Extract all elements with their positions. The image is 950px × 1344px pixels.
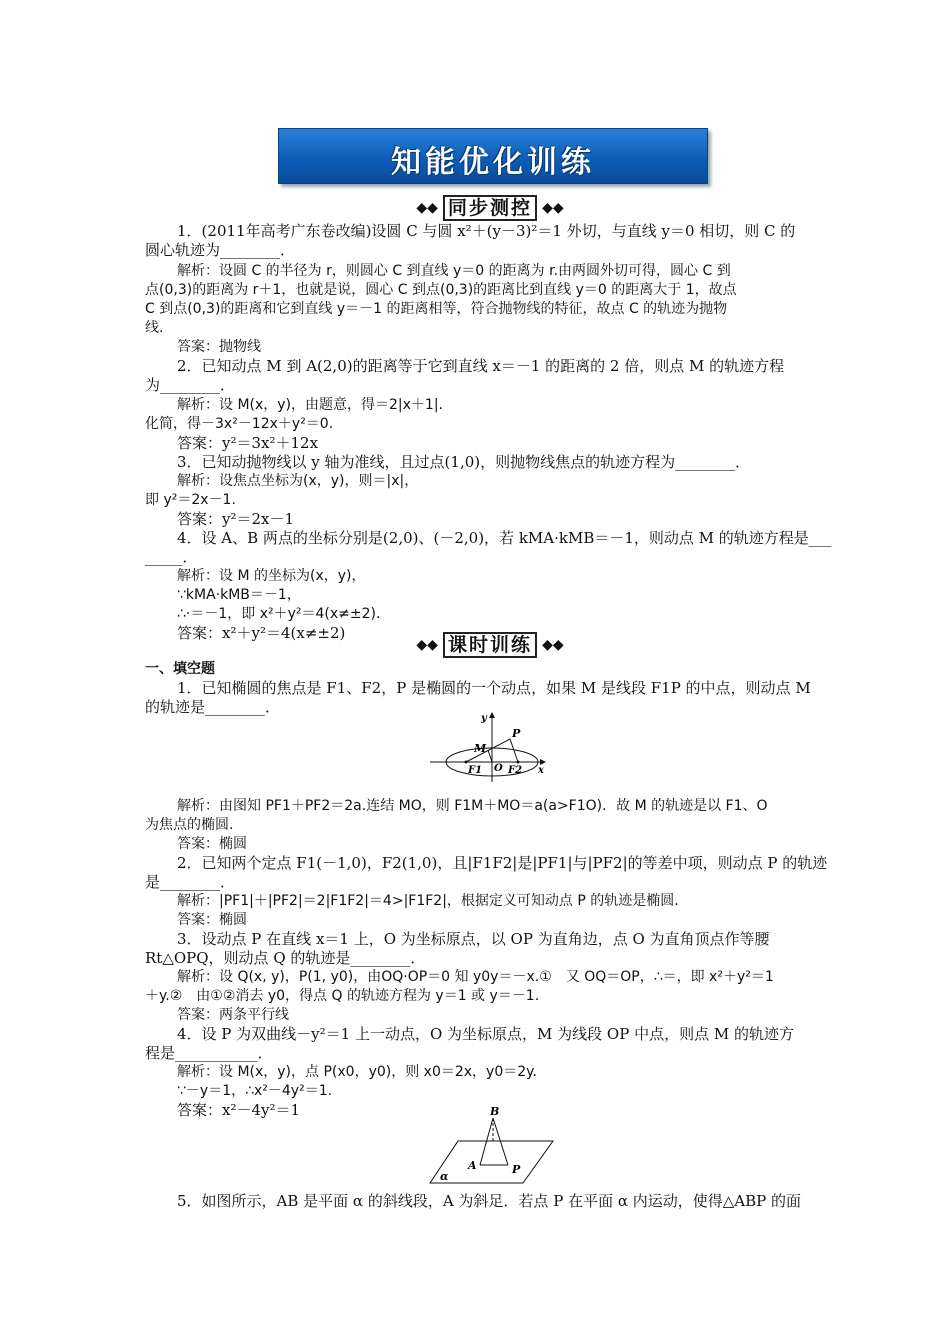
answer-line: 答案：y²＝3x²＋12x <box>177 434 319 452</box>
ellipse-figure <box>430 710 555 782</box>
page-banner <box>278 128 708 184</box>
label-y: y <box>481 713 487 724</box>
text-line: ∵kMA·kMB＝－1， <box>177 587 301 603</box>
diamond-icon: ◆◆ <box>542 200 564 216</box>
text-line: 程是___________． <box>145 1044 273 1062</box>
text-line: 的轨迹是________． <box>145 698 281 716</box>
text-line: 化简，得－3x²－12x＋y²＝0. <box>145 416 334 432</box>
text-line: C 到点(0,3)的距离和它到直线 y＝－1 的距离相等，符合抛物线的特征，故点 C 的轨迹为抛物 <box>145 301 728 317</box>
text-line: 解析：设圆 C 的半径为 r，则圆心 C 到直线 y＝0 的距离为 r.由两圆外切可得，圆心 C 到 <box>177 263 731 279</box>
text-line: Rt△OPQ，则动点 Q 的轨迹是________． <box>145 949 426 967</box>
label-p: P <box>512 1163 521 1176</box>
answer-line: 答案：x²－4y²＝1 <box>177 1101 301 1119</box>
text-line: 2．已知两个定点 F1(－1,0)，F2(1,0)，且|F1F2|是|PF1|与|PF2|的等差中项，则动点 P 的轨迹 <box>177 854 828 872</box>
section-title: 同步测控 <box>443 195 537 221</box>
label-m: M <box>474 742 487 755</box>
text-line: 点(0,3)的距离为 r＋1，也就是说，圆心 C 到点(0,3)的距离比到直线 y＝0 的距离大于 1，故点 <box>145 282 737 298</box>
banner-title: 知能优化训练 <box>391 145 595 180</box>
text-line: 为焦点的椭圆. <box>145 817 234 833</box>
answer-line: 答案：x²＋y²＝4(x≠±2) <box>177 624 346 642</box>
text-line: 解析：|PF1|＋|PF2|＝2|F1F2|＝4>|F1F2|，根据定义可知动点 P 的轨迹是椭圆. <box>177 893 679 909</box>
label-b: B <box>490 1105 500 1118</box>
diamond-icon: ◆◆ <box>542 637 564 653</box>
text-line: 解析：设焦点坐标为(x，y)，则＝|x|， <box>177 473 419 489</box>
label-f1: F1 <box>468 765 483 776</box>
point-f1 <box>465 761 468 764</box>
plane-figure <box>428 1103 568 1188</box>
text-line: 圆心轨迹为________． <box>145 241 296 259</box>
segment-mo <box>488 750 492 762</box>
text-line: 线. <box>145 320 164 336</box>
text-line: 3．已知动抛物线以 y 轴为准线，且过点(1,0)，则抛物线焦点的轨迹方程为________． <box>177 453 751 471</box>
text-line: ∴·＝－1，即 x²＋y²＝4(x≠±2). <box>177 606 381 622</box>
text-line: _____． <box>145 548 198 566</box>
text-line: 解析：由图知 PF1＋PF2＝2a.连结 MO，则 F1M＋MO＝a(a>F1O)．故 M 的轨迹是以 F1、O <box>177 798 768 814</box>
text-line: 2．已知动点 M 到 A(2,0)的距离等于它到直线 x＝－1 的距离的 2 倍，则点 M 的轨迹方程 <box>177 357 785 375</box>
text-line: 解析：设 M(x，y)，由题意，得＝2|x＋1|. <box>177 397 444 413</box>
diamond-icon: ◆◆ <box>416 637 438 653</box>
point-f2 <box>517 761 520 764</box>
answer-line: 答案：椭圆 <box>177 912 247 928</box>
text-line: 即 y²＝2x－1. <box>145 492 236 508</box>
text-line: 1．已知椭圆的焦点是 F1、F2，P 是椭圆的一个动点，如果 M 是线段 F1P 的中点，则动点 M <box>177 679 811 697</box>
section-title: 课时训练 <box>443 632 537 658</box>
answer-line: 答案：抛物线 <box>177 339 261 355</box>
text-line: 是________． <box>145 873 236 891</box>
text-line: 4．设 P 为双曲线－y²＝1 上一动点，O 为坐标原点，M 为线段 OP 中点，则点 M 的轨迹方 <box>177 1025 794 1043</box>
text-line: 解析：设 Q(x, y)，P(1, y0)，由OQ·OP＝0 知 y0y＝－x.① 又 OQ＝OP，∴＝，即 x²＋y²＝1 <box>177 969 774 985</box>
label-alpha: α <box>440 1170 449 1183</box>
label-x: x <box>538 765 544 776</box>
label-a: A <box>468 1159 477 1172</box>
text-line: 5．如图所示，AB 是平面 α 的斜线段，A 为斜足．若点 P 在平面 α 内运动，使得△ABP 的面 <box>177 1192 801 1210</box>
text-line: 3．设动点 P 在直线 x＝1 上，O 为坐标原点，以 OP 为直角边，点 O 为直角顶点作等腰 <box>177 930 770 948</box>
label-f2: F2 <box>508 765 523 776</box>
text-line: 解析：设 M 的坐标为(x，y)， <box>177 568 366 584</box>
text-line: 为________． <box>145 376 236 394</box>
section-header-lesson <box>380 632 600 658</box>
answer-line: 答案：两条平行线 <box>177 1007 289 1023</box>
text-line: ∵－y＝1，∴x²－4y²＝1. <box>177 1083 333 1099</box>
text-line: 解析：设 M(x，y)，点 P(x0，y0)，则 x0＝2x，y0＝2y. <box>177 1064 537 1080</box>
label-p: P <box>512 727 521 740</box>
text-line: 1．(2011年高考广东卷改编)设圆 C 与圆 x²＋(y－3)²＝1 外切，与直线 y＝0 相切，则 C 的 <box>177 222 796 240</box>
subsection-title: 一、填空题 <box>145 661 215 677</box>
y-axis-arrow <box>489 712 495 718</box>
diamond-icon: ◆◆ <box>416 200 438 216</box>
answer-line: 答案：椭圆 <box>177 836 247 852</box>
answer-line: 答案：y²＝2x－1 <box>177 510 295 528</box>
label-o: O <box>494 763 503 774</box>
text-line: ＋y.② 由①②消去 y0，得点 Q 的轨迹方程为 y＝1 或 y＝－1. <box>145 988 540 1004</box>
text-line: 4．设 A、B 两点的坐标分别是(2,0)、(－2,0)，若 kMA·kMB＝－1，则动点 M 的轨迹方程是___ <box>177 529 832 547</box>
section-header-sync <box>380 195 600 221</box>
